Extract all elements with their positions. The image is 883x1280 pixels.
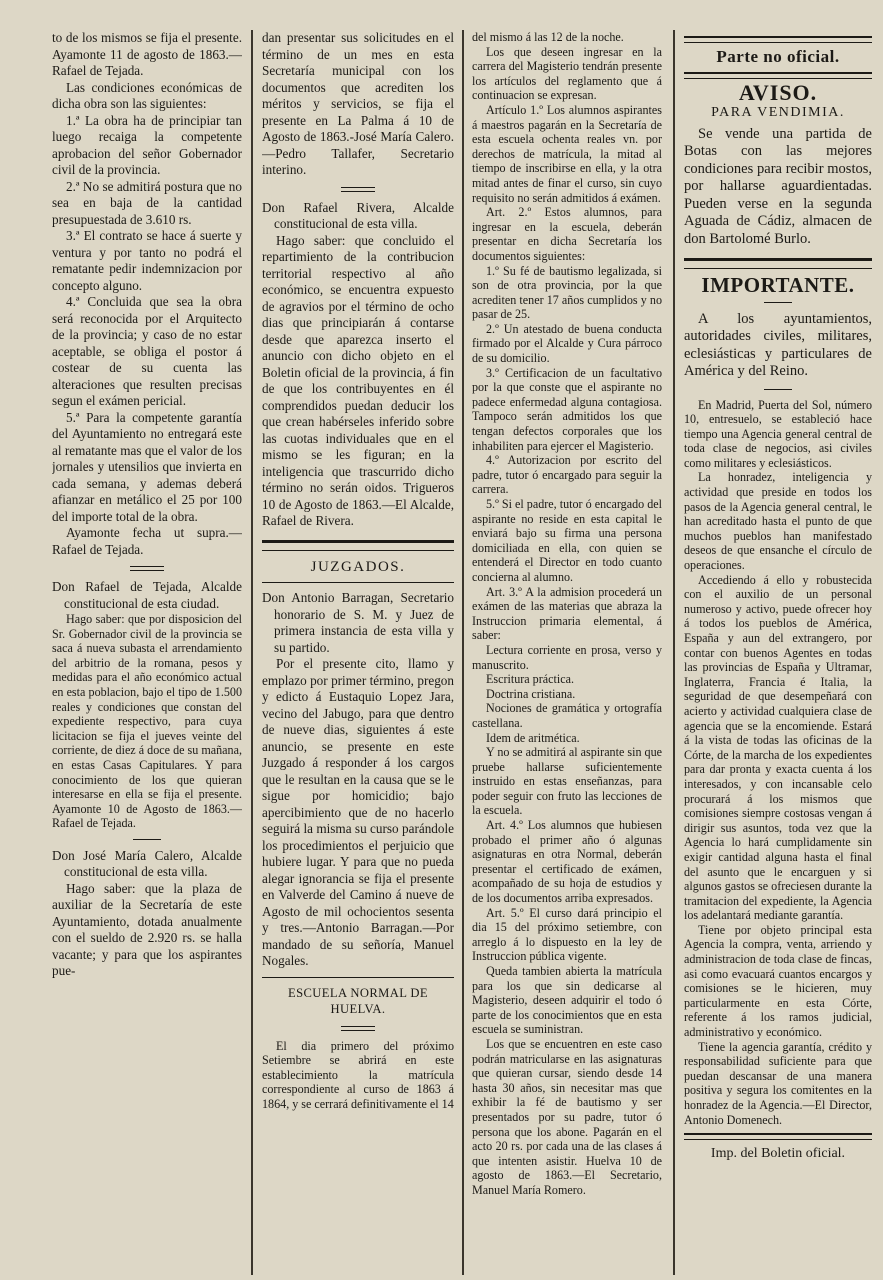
paragraph: Y no se admitirá al aspirante sin que pruebe hallarse suficientemente instruido en estas enseñanzas, para poder seguir con fruto las lecciones de la escuela.: [472, 745, 662, 818]
paragraph: Accediendo á ello y robustecida con el auxilio de un personal numeroso y activo, puede ofrecer hoy á todos los pueblos de América, España y aun del extrangero, por contar con buenos Agentes en todas las provincias de España y Ultramar, Inglaterra, Francia é Italia, la seguridad de que desempeñará con acierto y actividad cualquiera clase de agencia que se la encomiende. Estará á la vista de todas las oficinas de la Córte, de la marcha de los expedientes para dar pronta y exacta cuenta á los interesados, y con incansable celo procurará á los mismos que comisiones siempre costosas vengan á dirigir sus asuntos, toda vez que la Agencia lo hará cumplidamente sin exigir cantidad alguna hasta el final del asunto que le encarguen y si algunos gastos se ofreciesen durante la tramitacion del expediente, la Agencia los adelantará mediante garantía.: [684, 572, 872, 923]
paragraph: Hago saber: que por disposicion del Sr. Gobernador civil de la provincia se saca á nueva subasta el arrendamiento del arbitrio de la romana, pesos y medidas para el año económico actual en esta poblacion, bajo el tipo de 1.500 reales y condiciones que constan del expediente respectivo, para cuya licitacion se fija el jueves veinte del corriente, de diez á doce de su mañana, en estas Casas Capitulares. Y para conocimiento de los que quieran interesarse en ella se fija el presente. Ayamonte 10 de Agosto de 1863.—Rafael de Tejada.: [52, 612, 242, 831]
paragraph: 4.º Autorizacion por escrito del padre, tutor ó encargado para seguir la carrera.: [472, 453, 662, 497]
section-heading: AVISO.: [738, 79, 818, 105]
separator-rule: [341, 1026, 375, 1031]
paragraph: Se vende una partida de Botas con las mejores condiciones para recibir mostos, por hallarse aguardientadas. Pueden verse en la segunda Aguada de Cádiz, almacen de don Bartolomé Burlo.: [684, 125, 872, 247]
paragraph: Don Rafael de Tejada, Alcalde constitucional de esta ciudad.: [52, 579, 242, 611]
paragraph: Art. 3.º A la admision procederá un exámen de las materias que abraza la Instruccion primaria elemental, á saber:: [472, 584, 662, 643]
paragraph: Tiene la agencia garantía, crédito y responsabilidad suficiente para que puedan descansar de una manera positiva y segura los comitentes en la honradez de la Agencia.—El Director, Antonio Domenech.: [684, 1039, 872, 1127]
paragraph: Idem de aritmética.: [486, 730, 580, 745]
column-rule: [251, 30, 253, 1275]
paragraph: Nociones de gramática y ortografía castellana.: [472, 701, 662, 730]
section-heading: JUZGADOS.: [310, 558, 406, 575]
paragraph: 3.º Certificacion de un facultativo por la que conste que el aspirante no padece enfermedad alguna contagiosa. Tampoco serán admitidos los que tengan defectos corporales que los inhabiliten para ejercer el Magisterio.: [472, 365, 662, 453]
separator-rule: [262, 977, 454, 978]
separator-rule: [341, 187, 375, 192]
paragraph: Hago saber: que concluido el repartimiento de la contribucion territorial respectivo al año económico, se encuentra expuesto de agravios por el término de ocho dias que principiarán á contarse desde que aparezca inserto el anuncio con dicho objeto en el Boletin oficial de la provincia, á fin de que los contribuyentes en él comprendidos puedan deducir los que crean habérseles inferido sobre las cuotas individuales que en el mismo se les figuran; en la inteligencia que trascurrido dicho término no serán oidos. Trigueros 10 de Agosto de 1863.—El Alcalde, Rafael de Rivera.: [262, 232, 454, 528]
column-2: [262, 30, 454, 1275]
paragraph: 5.º Si el padre, tutor ó encargado del aspirante no reside en esta capital le enviará bajo su firma una persona domiciliada en ella, con quien se entenderá el Director en todo cuanto concierna al alumno.: [472, 497, 662, 584]
separator-rule: [684, 36, 872, 43]
separator-rule: [764, 389, 792, 390]
column-rule: [673, 30, 675, 1275]
separator-rule: [262, 582, 454, 583]
separator-rule: [684, 258, 872, 269]
paragraph: Escritura práctica.: [486, 672, 574, 687]
paragraph: 1.ª La obra ha de principiar tan luego recaiga la competente aprobacion del señor Gobernador civil de la provincia.: [52, 112, 242, 177]
section-heading: PARA VENDIMIA.: [711, 105, 845, 120]
paragraph: Art. 2.º Estos alumnos, para ingresar en la escuela, deberán presentar en dicha Secretaría los documentos siguientes:: [472, 205, 662, 263]
paragraph: dan presentar sus solicitudes en el término de un mes en esta Secretaría municipal con los documentos que acrediten los méritos y servicios, se fija el presente en La Palma á 10 de Agosto de 1863.-José María Calero.—Pedro Tallafer, Secretario interino.: [262, 30, 454, 177]
paragraph: Las condiciones económicas de dicha obra son las siguientes:: [52, 79, 242, 111]
paragraph: Doctrina cristiana.: [486, 686, 576, 701]
separator-rule: [764, 302, 792, 303]
column-4: [684, 30, 872, 1275]
paragraph: Los que deseen ingresar en la carrera del Magisterio tendrán presente los artículos del reglamento que á continuacion se expresan.: [472, 44, 662, 103]
separator-rule: [133, 839, 161, 840]
section-heading: Parte no oficial.: [716, 47, 840, 66]
paragraph: Don Antonio Barragan, Secretario honorario de S. M. y Juez de primera instancia de esta villa y su partido.: [262, 590, 454, 655]
paragraph: En Madrid, Puerta del Sol, número 10, entresuelo, se estableció hace tiempo una Agencia general central de toda clase de negocios, asi civiles como militares y eclesiásticos.: [684, 397, 872, 470]
separator-rule: [684, 72, 872, 79]
paragraph: Hago saber: que la plaza de auxiliar de la Secretaría de este Ayuntamiento, dotada anualmente con el sueldo de 2.920 rs. se halla vacante; y para que los aspirantes pue-: [52, 880, 242, 979]
paragraph: El dia primero del próximo Setiembre se abrirá en este establecimiento la matrícula correspondiente al curso de 1863 á 1864, y se cerrará definitivamente el 14: [262, 1038, 454, 1111]
paragraph: La honradez, inteligencia y actividad que preside en todos los pasos de la Agencia general central, le han acreditado hasta el punto de que muchos pueblos han manifestado deseos de que ensanche el círculo de operaciones.: [684, 470, 872, 573]
paragraph: 4.ª Concluida que sea la obra será reconocida por el Arquitecto de la provincia; y caso de no estar aceptable, se obliga el postor á costear de su cuenta las alteraciones que resulten precisas segun el exámen pericial.: [52, 294, 242, 408]
imprint-line: Imp. del Boletin oficial.: [710, 1146, 846, 1162]
paragraph: 3.ª El contrato se hace á suerte y ventura y por tanto no podrá el rematante pedir indemnizacion por concepto alguno.: [52, 228, 242, 293]
paragraph: A los ayuntamientos, autoridades civiles, militares, eclesiásticas y particulares de América y del Reino.: [684, 310, 872, 379]
paragraph: 1.º Su fé de bautismo legalizada, si son de otra provincia, por la que acrediten tener 17 años cumplidos y no pasar de 25.: [472, 263, 662, 322]
paragraph: Don José María Calero, Alcalde constitucional de esta villa.: [52, 847, 242, 880]
column-3: [472, 30, 662, 1275]
paragraph: Los que se encuentren en este caso podrán matricularse en las asignaturas que quieran cursar, siendo desde 14 hasta 30 años, sin necesitar mas que exhibir la fé de bautismo y ser presentados por su padre, tutor ó persona que los abone. Pagarán en el acto 20 rs. por cada una de las clases á que intenten asistir. Huelva 10 de agosto de 1863.—El Secretario, Manuel María Romero.: [472, 1036, 662, 1197]
separator-rule: [684, 1133, 872, 1140]
section-heading: IMPORTANTE.: [701, 273, 855, 297]
separator-rule: [262, 540, 454, 551]
paragraph: 5.ª Para la competente garantía del Ayuntamiento no entregará este al rematante mas que el valor de los jornales y utensilios que invierta en cada semana, y ademas deberá afianzar en metálico el 25 por 100 del importe total de la obra.: [52, 409, 242, 524]
separator-rule: [130, 566, 164, 571]
paragraph: Ayamonte fecha ut supra.—Rafael de Tejada.: [52, 525, 242, 557]
paragraph: 2.º Un atestado de buena conducta firmado por el Alcalde y Cura párroco de su domicilio.: [472, 321, 662, 366]
paragraph: Art. 4.º Los alumnos que hubiesen probado el primer año ó algunas asignaturas en otra Normal, deberán presentar el certificado de exámen, acompañado de su hoja de estudios y de los documentos arriba expresados.: [472, 818, 662, 906]
paragraph: Don Rafael Rivera, Alcalde constitucional de esta villa.: [262, 199, 454, 231]
paragraph: Por el presente cito, llamo y emplazo por primer término, pregon y edicto á Eustaquio Lopez Jara, vecino del Jabugo, para que dentro de nueve dias, siguientes á este anuncio, se presente en este Juzgado á responder á los cargos que le resultan en la causa que se le sigue por homicidio; bajo apercibimiento que de no hacerlo seguirá la misma su curso parándole los procedimientos el perjuicio que hubiere lugar. Y para que no pueda alegar ignorancia se fija el presente en Valverde del Camino á nueve de Agosto de mil ochocientos sesenta y tres.—Antonio Barragan.—Por mandado de su señoría, Manuel Nogales.: [262, 656, 454, 968]
column-rule: [462, 30, 464, 1275]
paragraph: 2.ª No se admitirá postura que no sea en baja de la cantidad presupuestada de 3.610 rs.: [52, 178, 242, 227]
paragraph: Artículo 1.º Los alumnos aspirantes á maestros pagarán en la Secretaría de esta escuela ochenta reales vn. por derechos de matrícula, la mitad al tiempo de inscribirse en ella, y la otra mitad antes de finar el curso, sin cuyo requisito no serán admitidos á exámen.: [472, 102, 662, 205]
section-heading: ESCUELA NORMAL DE HUELVA.: [288, 985, 428, 1016]
paragraph: Lectura corriente en prosa, verso y manuscrito.: [472, 642, 662, 672]
paragraph: Queda tambien abierta la matrícula para los que sin dedicarse al Magisterio, deseen adquirir el todo ó parte de los conocimientos que en esta escuela se suministran.: [472, 964, 662, 1037]
paragraph: del mismo á las 12 de la noche.: [472, 30, 624, 44]
column-1: [52, 30, 242, 1275]
paragraph: to de los mismos se fija el presente. Ayamonte 11 de agosto de 1863.—Rafael de Tejada.: [52, 30, 242, 78]
paragraph: Tiene por objeto principal esta Agencia la compra, venta, arriendo y administracion de toda clase de fincas, asi como evacuará cuantos encargos y comisiones se le hicieren, muy particularmente en esta Córte, referente á los ramos judicial, administrativo y económico.: [684, 922, 872, 1040]
paragraph: Art. 5.º El curso dará principio el dia 15 del próximo setiembre, con arreglo á lo dispuesto en la ley de Instruccion pública vigente.: [472, 905, 662, 964]
